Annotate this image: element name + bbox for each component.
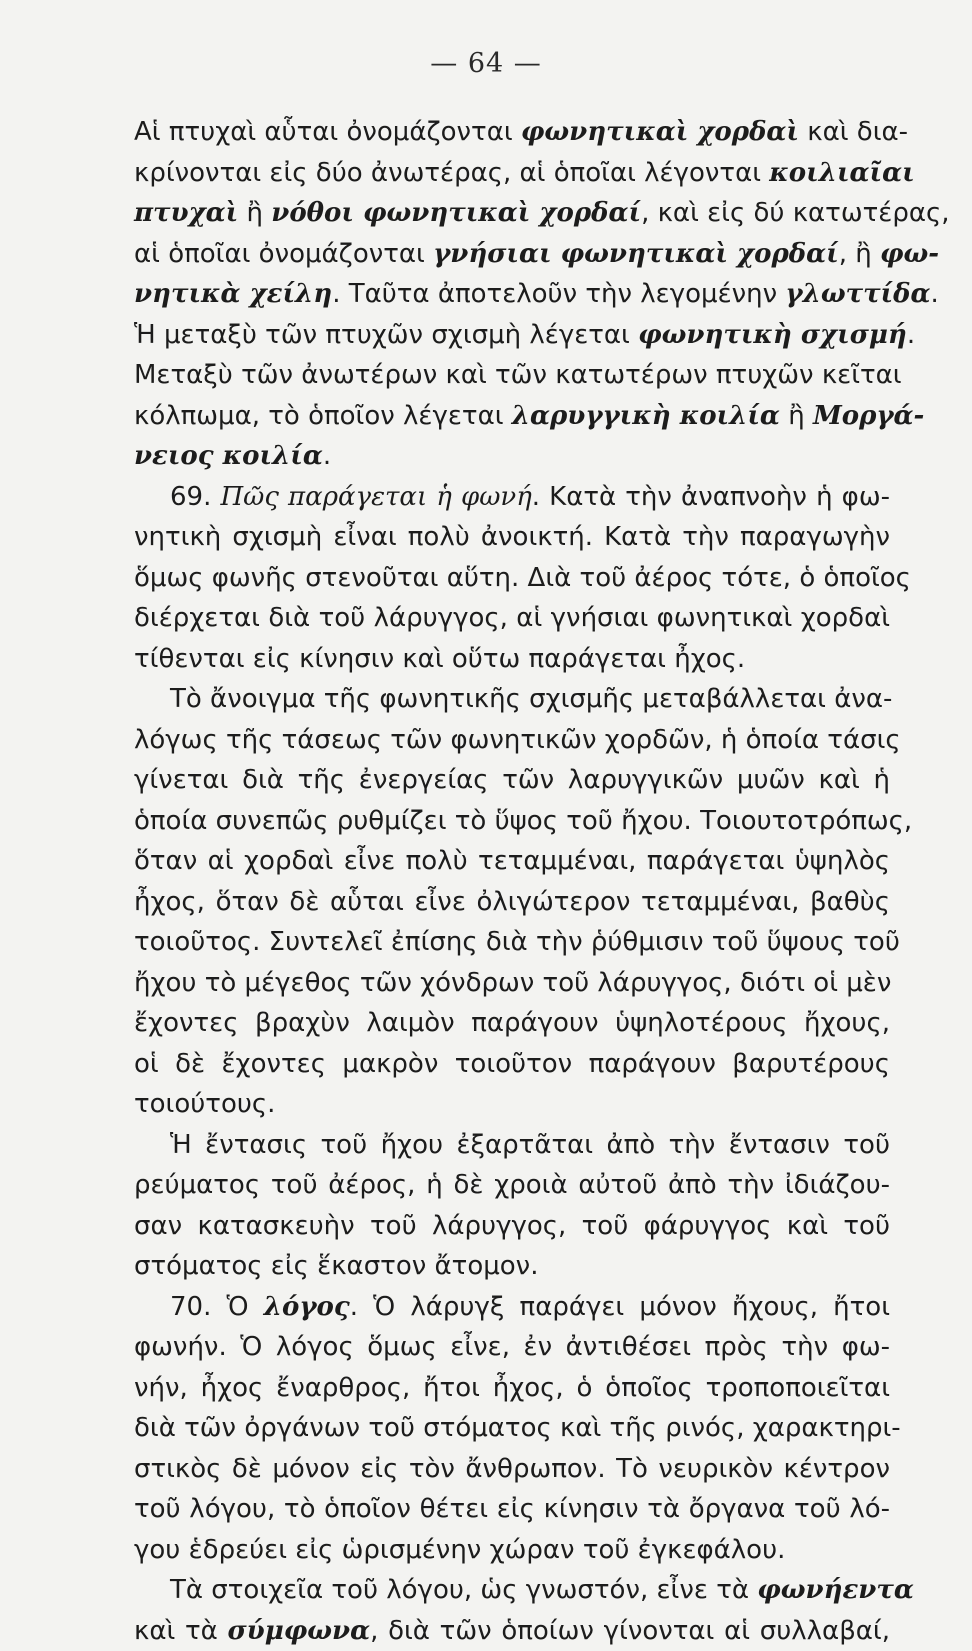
text-segment: σαν κατασκευὴν τοῦ λάρυγγος, τοῦ φάρυγγος καὶ τοῦ	[134, 1211, 890, 1241]
emphasis-term: Μοργά-	[813, 401, 924, 431]
text-line	[134, 1408, 890, 1449]
text-line	[134, 1165, 890, 1206]
text-segment: καὶ τὰ	[134, 1616, 228, 1646]
text-segment: ἦχος, ὅταν δὲ αὗται εἶνε ὀλιγώτερον τεταμμέναι, βαθὺς	[134, 887, 890, 917]
text-line	[134, 882, 890, 923]
text-segment: .	[931, 279, 939, 309]
text-line	[134, 1570, 890, 1611]
text-line	[134, 841, 890, 882]
text-segment: αἱ ὁποῖαι ὀνομάζονται	[134, 239, 433, 269]
text-segment: καὶ δια-	[799, 117, 908, 147]
text-segment: λόγως τῆς τάσεως τῶν φωνητικῶν χορδῶν, ἡ ὁποία τάσις	[134, 725, 901, 755]
text-segment: κόλπωμα, τὸ ὁποῖον λέγεται	[134, 401, 512, 431]
text-line	[134, 1368, 890, 1409]
emphasis-term: γνήσιαι φωνητικαὶ χορδαί	[433, 239, 839, 269]
text-line	[134, 639, 890, 680]
text-segment: γου ἑδρεύει εἰς ὡρισμένην χώραν τοῦ ἐγκεφάλου.	[134, 1535, 785, 1565]
emphasis-term: φω-	[880, 239, 939, 269]
text-line	[134, 477, 890, 518]
emphasis-term: Πῶς παράγεται ἡ φωνή	[220, 482, 531, 512]
text-segment: ὅταν αἱ χορδαὶ εἶνε πολὺ τεταμμέναι, παράγεται ὑψηλὸς	[134, 846, 890, 876]
text-segment: τοῦ λόγου, τὸ ὁποῖον θέτει εἰς κίνησιν τὰ ὄργανα τοῦ λό-	[134, 1494, 890, 1524]
emphasis-term: λόγος	[264, 1292, 350, 1322]
text-line	[134, 517, 890, 558]
text-segment: . Ὁ λάρυγξ παράγει μόνον ἤχους, ἤτοι	[350, 1292, 890, 1322]
text-line	[134, 1611, 890, 1651]
text-line	[134, 598, 890, 639]
text-line	[134, 1327, 890, 1368]
text-segment: ἢ	[238, 198, 271, 228]
emphasis-term: σύμφωνα	[228, 1616, 371, 1646]
text-segment: ἔχοντες βραχὺν λαιμὸν παράγουν ὑψηλοτέρους ἤχους,	[134, 1008, 890, 1038]
text-line	[134, 355, 890, 396]
emphasis-term: φωνήεντα	[757, 1575, 914, 1605]
text-segment: διέρχεται διὰ τοῦ λάρυγγος, αἱ γνήσιαι φωνητικαὶ χορδαὶ	[134, 603, 890, 633]
text-line	[134, 1287, 890, 1328]
text-segment: φωνήν. Ὁ λόγος ὅμως εἶνε, ἐν ἀντιθέσει πρὸς τὴν φω-	[134, 1332, 890, 1362]
text-line	[134, 1449, 890, 1490]
text-line	[134, 315, 890, 356]
emphasis-term: νειος κοιλία	[134, 441, 323, 471]
text-segment: .	[323, 441, 331, 471]
text-line	[134, 1206, 890, 1247]
text-segment: στικὸς δὲ μόνον εἰς τὸν ἄνθρωπον. Τὸ νευρικὸν κέντρον	[134, 1454, 890, 1484]
text-segment: ἤχου τὸ μέγεθος τῶν χόνδρων τοῦ λάρυγγος, διότι οἱ μὲν	[134, 968, 891, 998]
emphasis-term: νόθοι φωνητικαὶ χορδαί	[271, 198, 641, 228]
text-line	[134, 1246, 890, 1287]
text-line	[134, 679, 890, 720]
text-segment: διὰ τῶν ὀργάνων τοῦ στόματος καὶ τῆς ρινός, χαρακτηρι-	[134, 1413, 901, 1443]
text-segment: . Κατὰ τὴν ἀναπνοὴν ἡ φω-	[532, 482, 890, 512]
text-segment: Τὰ στοιχεῖα τοῦ λόγου, ὡς γνωστόν, εἶνε τὰ	[170, 1575, 757, 1605]
text-line	[134, 193, 890, 234]
text-line	[134, 153, 890, 194]
text-line	[134, 1530, 890, 1571]
text-segment: , ἢ	[839, 239, 880, 269]
text-segment: γίνεται διὰ τῆς ἐνεργείας τῶν λαρυγγικῶν μυῶν καὶ ἡ	[134, 765, 890, 795]
text-segment: ὁποία συνεπῶς ρυθμίζει τὸ ὕψος τοῦ ἤχου. Τοιουτοτρόπως,	[134, 806, 912, 836]
text-line	[134, 1125, 890, 1166]
text-line	[134, 760, 890, 801]
text-segment: 70. Ὁ	[170, 1292, 264, 1322]
text-line	[134, 234, 890, 275]
text-segment: Τὸ ἄνοιγμα τῆς φωνητικῆς σχισμῆς μεταβάλλεται ἀνα-	[170, 684, 892, 714]
text-line	[134, 1044, 890, 1085]
text-line	[134, 1489, 890, 1530]
text-segment: ἢ	[780, 401, 813, 431]
text-segment: Ἡ ἔντασις τοῦ ἤχου ἐξαρτᾶται ἀπὸ τὴν ἔντασιν τοῦ	[170, 1130, 890, 1160]
emphasis-term: κοιλιαῖαι	[769, 158, 914, 188]
text-segment: στόματος εἰς ἕκαστον ἄτομον.	[134, 1251, 538, 1281]
text-segment: , καὶ εἰς δύ κατωτέρας,	[641, 198, 949, 228]
emphasis-term: φωνητικὴ σχισμή	[638, 320, 907, 350]
text-line	[134, 801, 890, 842]
text-line	[134, 1003, 890, 1044]
text-line	[134, 1084, 890, 1125]
text-segment: Ἡ μεταξὺ τῶν πτυχῶν σχισμὴ λέγεται	[134, 320, 638, 350]
text-segment: , διὰ τῶν ὁποίων γίνονται αἱ συλλαβαί,	[370, 1616, 890, 1646]
text-segment: νητικὴ σχισμὴ εἶναι πολὺ ἀνοικτή. Κατὰ τὴν παραγωγὴν	[134, 522, 890, 552]
emphasis-term: νητικὰ χείλη	[134, 279, 332, 309]
text-segment: ρεύματος τοῦ ἀέρος, ἡ δὲ χροιὰ αὐτοῦ ἀπὸ τὴν ἰδιάζου-	[134, 1170, 890, 1200]
text-segment: ὅμως φωνῆς στενοῦται αὕτη. Διὰ τοῦ ἀέρος τότε, ὁ ὁποῖος	[134, 563, 911, 593]
text-line	[134, 963, 890, 1004]
text-line	[134, 112, 890, 153]
text-line	[134, 558, 890, 599]
text-line	[134, 396, 890, 437]
text-line	[134, 922, 890, 963]
text-segment: 69.	[170, 482, 220, 512]
page-number: — 64 —	[0, 48, 972, 79]
emphasis-term: λαρυγγικὴ κοιλία	[512, 401, 780, 431]
emphasis-term: γλωττίδα	[785, 279, 930, 309]
emphasis-term: φωνητικαὶ χορδαὶ	[521, 117, 799, 147]
body-text	[134, 112, 890, 1651]
text-segment: τοιούτους.	[134, 1089, 275, 1119]
emphasis-term: πτυχαὶ	[134, 198, 238, 228]
text-segment: τοιοῦτος. Συντελεῖ ἐπίσης διὰ τὴν ῥύθμισιν τοῦ ὕψους τοῦ	[134, 927, 900, 957]
text-segment: Αἱ πτυχαὶ αὗται ὀνομάζονται	[134, 117, 521, 147]
text-line	[134, 436, 890, 477]
text-segment: . Ταῦτα ἀποτελοῦν τὴν λεγομένην	[332, 279, 785, 309]
text-segment: τίθενται εἰς κίνησιν καὶ οὕτω παράγεται ἦχος.	[134, 644, 745, 674]
text-segment: κρίνονται εἰς δύο ἀνωτέρας, αἱ ὁποῖαι λέγονται	[134, 158, 769, 188]
text-segment: .	[907, 320, 915, 350]
text-segment: νήν, ἦχος ἔναρθρος, ἤτοι ἦχος, ὁ ὁποῖος τροποποιεῖται	[134, 1373, 890, 1403]
text-segment: οἱ δὲ ἔχοντες μακρὸν τοιοῦτον παράγουν βαρυτέρους	[134, 1049, 890, 1079]
text-line	[134, 274, 890, 315]
text-segment: Μεταξὺ τῶν ἀνωτέρων καὶ τῶν κατωτέρων πτυχῶν κεῖται	[134, 360, 902, 390]
text-line	[134, 720, 890, 761]
